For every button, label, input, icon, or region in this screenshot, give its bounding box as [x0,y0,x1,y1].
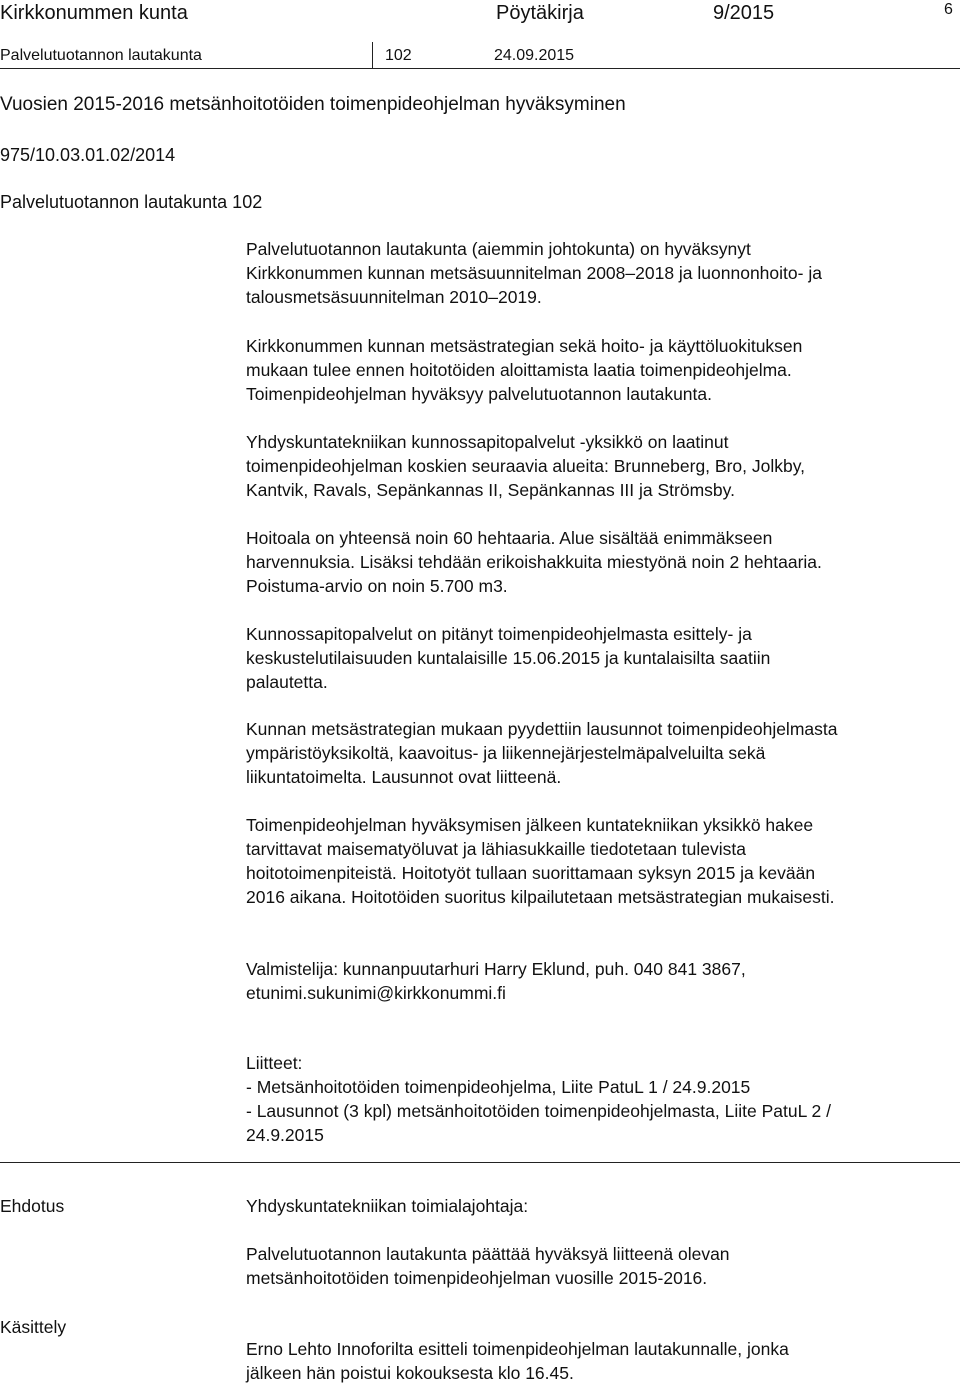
paragraph-line: Toimenpideohjelman hyväksymisen jälkeen kuntatekniikan yksikkö hakee [246,815,814,835]
organization-name: Kirkkonummen kunta [0,2,188,24]
document-type: Pöytäkirja [496,2,584,24]
paragraph-3 [246,430,956,502]
paragraph-line: Kantvik, Ravals, Sepänkannas II, Sepänkannas III ja Strömsby. [246,480,735,500]
board-section-heading: Palvelutuotannon lautakunta 102 [0,192,263,212]
preparer-email: etunimi.sukunimi@kirkkonummi.fi [246,983,506,1003]
paragraph-line: tarvittavat maisematyöluvat ja lähiasukkaille tiedotetaan tulevista [246,839,746,859]
paragraph-line: harvennuksia. Lisäksi tehdään erikoishakkuita miestyönä noin 2 hehtaaria. [246,552,822,572]
handling-line: Erno Lehto Innoforilta esitteli toimenpideohjelman lautakunnalle, jonka [246,1339,789,1359]
section-number: 102 [385,47,412,64]
paragraph-line: Kirkkonummen kunnan metsäsuunnitelman 2008–2018 ja luonnonhoito- ja [246,263,822,283]
attachments-list [246,1051,956,1147]
paragraph-line: Kunnan metsästrategian mukaan pyydettiin lausunnot toimenpideohjelmasta [246,719,838,739]
handling-line: jälkeen hän poistui kokouksesta klo 16.45. [246,1363,574,1383]
paragraph-line: Hoitoala on yhteensä noin 60 hehtaaria. Alue sisältää enimmäkseen [246,528,773,548]
matter-title: Vuosien 2015-2016 metsänhoitotöiden toimenpideohjelman hyväksyminen [0,94,626,115]
paragraph-5 [246,622,956,694]
page-number: 6 [944,1,953,18]
proposal-label: Ehdotus [0,1196,65,1216]
document-number: 9/2015 [713,2,775,24]
paragraph-line: Kunnossapitopalvelut on pitänyt toimenpideohjelmasta esittely- ja [246,624,752,644]
meeting-date: 24.09.2015 [494,47,575,64]
proposal-line: metsänhoitotöiden toimenpideohjelman vuosille 2015-2016. [246,1268,708,1288]
paragraph-line: keskustelutilaisuuden kuntalaisille 15.06.2015 ja kuntalaisilta saatiin [246,648,771,668]
header-divider [0,68,960,69]
paragraph-1 [246,237,956,309]
attachment-item-continuation: 24.9.2015 [246,1125,324,1145]
paragraph-7 [246,813,956,909]
paragraph-line: Palvelutuotannon lautakunta (aiemmin johtokunta) on hyväksynyt [246,239,751,259]
section-divider [0,1162,960,1163]
paragraph-line: palautetta. [246,672,328,692]
record-number: 975/10.03.01.02/2014 [0,145,176,165]
proposal-text [246,1242,956,1290]
paragraph-line: talousmetsäsuunnitelman 2010–2019. [246,287,542,307]
paragraph-line: Kirkkonummen kunnan metsästrategian sekä hoito- ja käyttöluokituksen [246,336,803,356]
handling-text [246,1337,956,1385]
paragraph-line: ympäristöyksikoltä, kaavoitus- ja liikennejärjestelmäpalveluilta sekä [246,743,766,763]
attachment-item: - Metsänhoitotöiden toimenpideohjelma, Liite PatuL 1 / 24.9.2015 [246,1077,751,1097]
proposer-line: Yhdyskuntatekniikan toimialajohtaja: [246,1196,529,1216]
proposal-line: Palvelutuotannon lautakunta päättää hyväksyä liitteenä olevan [246,1244,730,1264]
paragraph-line: toimenpideohjelman koskien seuraavia alueita: Brunneberg, Bro, Jolkby, [246,456,806,476]
paragraph-line: Toimenpideohjelman hyväksyy palvelutuotannon lautakunta. [246,384,712,404]
proposal-proposer [246,1194,956,1218]
preparer-line: Valmistelija: kunnanpuutarhuri Harry Eklund, puh. 040 841 3867, [246,959,746,979]
paragraph-line: hoitotoimenpiteistä. Hoitotyöt tullaan suorittamaan syksyn 2015 ja kevään [246,863,816,883]
section-marker [372,42,373,68]
paragraph-line: 2016 aikana. Hoitotöiden suoritus kilpailutetaan metsästrategian mukaisesti. [246,887,835,907]
board-name: Palvelutuotannon lautakunta [0,47,202,64]
paragraph-line: liikuntatoimelta. Lausunnot ovat liitteenä. [246,767,562,787]
paragraph-4 [246,526,956,598]
paragraph-2 [246,334,956,406]
handling-label: Käsittely [0,1317,67,1337]
paragraph-line: Yhdyskuntatekniikan kunnossapitopalvelut -yksikkö on laatinut [246,432,729,452]
paragraph-line: Poistuma-arvio on noin 5.700 m3. [246,576,508,596]
preparer-info [246,957,956,1005]
attachments-heading: Liitteet: [246,1053,303,1073]
attachment-item: - Lausunnot (3 kpl) metsänhoitotöiden toimenpideohjelmasta, Liite PatuL 2 / [246,1101,831,1121]
paragraph-line: mukaan tulee ennen hoitotöiden aloittamista laatia toimenpideohjelma. [246,360,792,380]
paragraph-6 [246,717,956,789]
